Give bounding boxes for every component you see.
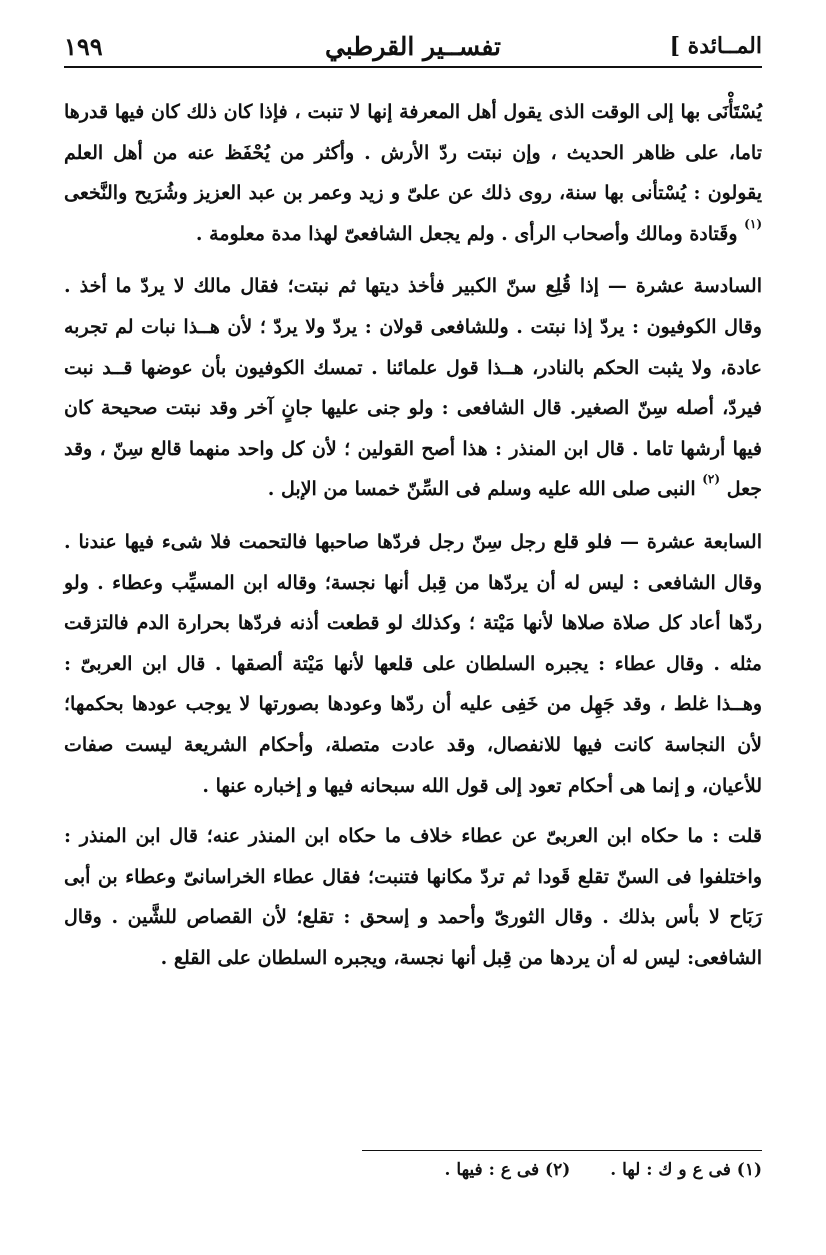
text-line: كانت فيها للانفصال، وقد عادت متصلة، وأحكام الشريعة ليست صفات للأعيان، و إنما [64,733,762,797]
text-line: ليس له أن يردها من قِبل أنها نجسة، ويجبره السلطان على القلع . [160,946,681,969]
running-head [64,22,762,70]
page-body [64,92,762,988]
text-line: فيردّ، أصله سِنّ الصغير. قال الشافعى : ولو جنى عليها جانٍ آخر وقد نبتت صحيحة كان فيها [64,397,763,460]
footnotes [64,1160,762,1180]
text-line: هى أحكام تعود إلى قول الله سبحانه فيها و إخباره عنها . [202,774,646,797]
text-line: السابعة عشرة — فلو قلع رجل سِنّ رجل فردّها صاحبها فالتحمت فلا شىء فيها عندنا . [64,530,763,553]
book-title: تفســير القرطبي [325,31,501,61]
text-line: وقال عطاء : يجبره السلطان على قلعها لأنها مَيْتة ألصقها . قال ابن العربىّ : وهــذا غلط ، [64,652,763,716]
text-line: يقولون : يُسْتأنى بها سنة، روى ذلك عن علىّ و زيد وعمر بن عبد العزيز وشُرَيح والنَّخعى [64,182,762,205]
paragraph-4 [64,816,762,978]
paragraph-2 [64,266,762,512]
text-line: النبى صلى الله عليه وسلم فى السِّنّ خمسا من الإبل . [267,478,696,501]
text-line: وقَتادة ومالك وأصحاب الرأى . ولم يجعل الشافعىّ لهذا مدة معلومة . [195,222,738,245]
page-number: ١٩٩ [64,31,103,61]
text-line: عادة، ولا يثبت الحكم بالنادر، هــذا قول علمائنا . تمسك الكوفيون بأن عوضها قــد نبت [64,356,762,379]
text-line: السادسة عشرة — إذا قُلِع سنّ الكبير فأخذ ديتها ثم نبتت؛ فقال مالك لا يردّ ما أخذ . [64,275,762,298]
text-line: واختلفوا فى السنّ تقلع قَودا ثم تردّ مكانها فتنبت؛ فقال عطاء الخراسانىّ وعطاء بن أبى رَبَاح [64,865,762,929]
text-line: وقال الشافعى : ليس له أن يردّها من قِبل أنها نجسة؛ وقاله ابن المسيِّب وعطاء . ولو ردّها [64,571,762,635]
paragraph-1 [64,92,762,256]
text-line: وقال الكوفيون : يردّ إذا نبتت . وللشافعى قولان : يردّ ولا يردّ ؛ لأن هــذا نبات لم تجربه [64,315,762,338]
text-line: يُسْتَأْنَى بها إلى الوقت الذى يقول أهل المعرفة إنها لا تنبت ، فإذا كان ذلك كان فيها قدرها [64,101,762,123]
text-line: قلت : ما حكاه ابن العربىّ عن عطاء خلاف ما حكاه ابن المنذر عنه؛ قال ابن المنذر : [64,825,762,848]
footnote-ref-2[interactable]: (٢) [702,472,721,487]
footnote-rule [362,1150,762,1151]
surah-name: المــائدة ] [669,33,762,59]
text-line: وقد جَهِل من خَفِى عليه أن ردّها وعودها بصورتها لا يوجب عودها بحكمها؛ لأن النجاسة [64,693,762,756]
text-line: أرشها تاما . قال ابن المنذر : هذا أصح القولين ؛ لأن كل واحد منهما قالع سِنّ ، وقد جعل [64,437,762,501]
text-line: تاما، على ظاهر الحديث ، وإن نبتت ردّ الأرش . وأكثر من يُحْفَظ عنه من أهل العلم [64,141,762,164]
text-line: أعاد كل صلاة صلاها لأنها مَيْتة ؛ وكذلك لو قطعت أذنه فردّها بحرارة الدم فالتزقت مثله . [64,612,762,675]
text-line: لا بأس بذلك . وقال الثورىّ وأحمد و إسحق : تقلع؛ لأن القصاص للشَّين . وقال الشافعى: [64,906,762,969]
footnote-1: (١) فى ع و ك : لها . [610,1160,762,1180]
footnote-2: (٢) فى ع : فيها . [444,1160,571,1180]
footnote-ref-1[interactable]: (١) [744,216,762,231]
header-rule [64,66,762,68]
paragraph-3 [64,522,762,806]
